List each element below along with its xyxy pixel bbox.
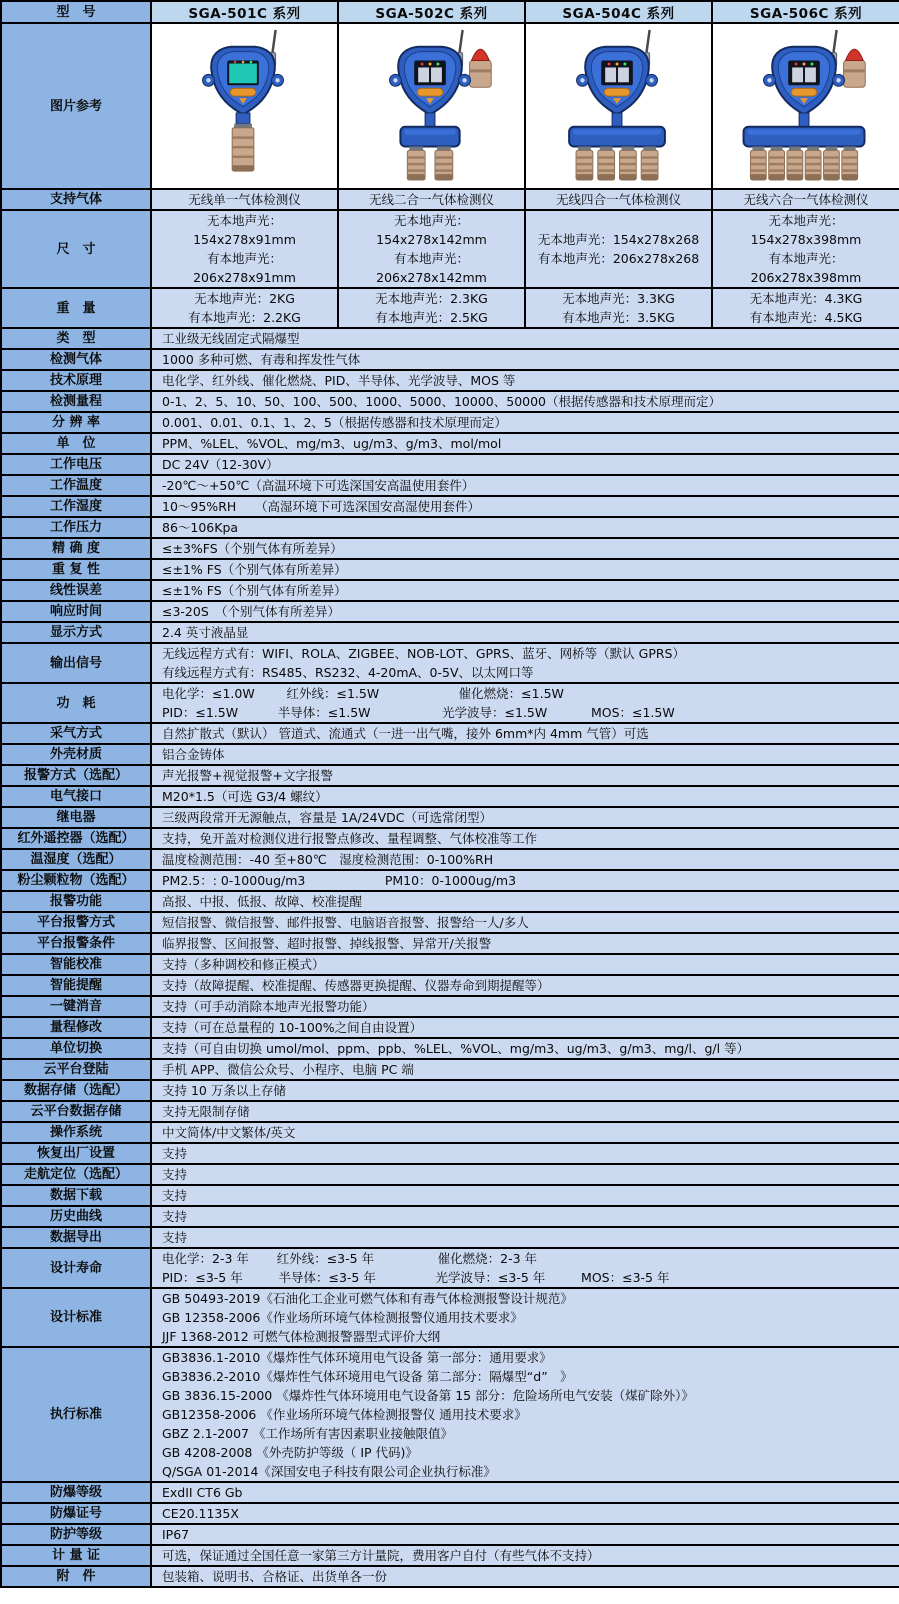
table-row [1, 786, 899, 807]
row-label: 检测气体 [1, 349, 151, 370]
spec-value-line: 电化学、红外线、催化燃烧、PID、半导体、光学波导、MOS 等 [162, 373, 516, 388]
row-label: 智能校准 [1, 954, 151, 975]
spec-value-line: 无本地声光：154x278x91mm [193, 213, 296, 247]
row-label: 数据下载 [1, 1185, 151, 1206]
spec-value-line: 支持（可自由切换 umol/mol、ppm、ppb、%LEL、%VOL、mg/m3、ug/m3、g/m3、mg/l、g/l 等） [162, 1041, 750, 1056]
spec-value [151, 475, 899, 496]
table-row [1, 517, 899, 538]
spec-value [525, 189, 712, 210]
spec-value-line: 自然扩散式（默认） 管道式、流通式（一进一出气嘴，接外 6mm*内 4mm 气管）可选 [162, 726, 649, 741]
spec-value [712, 210, 899, 288]
row-label: 粉尘颗粒物（选配） [1, 870, 151, 891]
table-row [1, 391, 899, 412]
spec-value [151, 1185, 899, 1206]
spec-value [151, 370, 899, 391]
table-row [1, 1038, 899, 1059]
spec-table-body [1, 1, 899, 1587]
spec-value [151, 349, 899, 370]
spec-value [151, 1566, 899, 1587]
row-label: 支持气体 [1, 189, 151, 210]
spec-value-line: 无本地声光：2.3KG [375, 291, 488, 306]
table-row [1, 1482, 899, 1503]
spec-value [151, 954, 899, 975]
row-label: 电气接口 [1, 786, 151, 807]
table-row [1, 1347, 899, 1482]
row-label: 工作温度 [1, 475, 151, 496]
spec-value [151, 1080, 899, 1101]
spec-value [151, 912, 899, 933]
image-row-label: 图片参考 [1, 23, 151, 189]
product-image-sga-506c [716, 25, 896, 183]
product-image-sga-504c [529, 25, 709, 183]
table-row [1, 189, 899, 210]
table-row [1, 996, 899, 1017]
spec-value-line: ≤±3%FS（个别气体有所差异） [162, 541, 343, 556]
table-row [1, 744, 899, 765]
spec-value-line: 10～95%RH （高湿环境下可选深国安高湿使用套件） [162, 499, 481, 514]
spec-value [151, 538, 899, 559]
spec-value [151, 643, 899, 683]
spec-value-line: 短信报警、微信报警、邮件报警、电脑语音报警、报警给一人/多人 [162, 915, 529, 930]
spec-value-line: 有本地声光：206x278x268 [537, 251, 700, 266]
spec-value [151, 328, 899, 349]
row-label: 云平台登陆 [1, 1059, 151, 1080]
spec-value-line: PID：≤1.5W 半导体：≤1.5W 光学波导：≤1.5W MOS：≤1.5W [162, 705, 675, 720]
row-label: 报警方式（选配） [1, 765, 151, 786]
row-label: 操作系统 [1, 1122, 151, 1143]
spec-value-line: 无本地声光：154x278x268 [537, 232, 700, 247]
spec-value-line: 支持 10 万条以上存储 [162, 1083, 286, 1098]
spec-value-line: 2.4 英寸液晶显 [162, 625, 249, 640]
spec-value [151, 1101, 899, 1122]
spec-value [712, 189, 899, 210]
spec-value [151, 1164, 899, 1185]
spec-value [151, 1206, 899, 1227]
table-row [1, 849, 899, 870]
table-row [1, 1566, 899, 1587]
spec-value-line: GB 3836.15-2000 《爆炸性气体环境用电气设备第 15 部分：危险场所电气安装（煤矿除外）》 [162, 1388, 694, 1403]
spec-value-line: 支持（多种调校和修正模式） [162, 957, 325, 972]
spec-value-line: ExdII CT6 Gb [162, 1485, 243, 1500]
spec-value [151, 933, 899, 954]
row-label: 工作湿度 [1, 496, 151, 517]
spec-value [338, 288, 525, 328]
table-row [1, 370, 899, 391]
spec-value [151, 683, 899, 723]
table-row [1, 496, 899, 517]
spec-value-line: GB3836.2-2010《爆炸性气体环境用电气设备 第二部分：隔爆型“d” 》 [162, 1369, 573, 1384]
spec-value [151, 1227, 899, 1248]
row-label: 防爆等级 [1, 1482, 151, 1503]
spec-value [525, 210, 712, 288]
table-row [1, 828, 899, 849]
table-row [1, 1545, 899, 1566]
table-row [1, 807, 899, 828]
row-label: 智能提醒 [1, 975, 151, 996]
spec-value-line: 无线四合一气体检测仪 [555, 192, 681, 207]
spec-value-line: PPM、%LEL、%VOL、mg/m3、ug/m3、g/m3、mol/mol [162, 436, 502, 451]
spec-value [151, 891, 899, 912]
spec-value-line: 无线远程方式有：WIFI、ROLA、ZIGBEE、NOB-LOT、GPRS、蓝牙、网桥等（默认 GPRS） [162, 646, 685, 661]
row-label: 附 件 [1, 1566, 151, 1587]
spec-value [338, 210, 525, 288]
spec-value [151, 744, 899, 765]
spec-value [151, 559, 899, 580]
spec-value [151, 1143, 899, 1164]
model-name-sga-502c: SGA-502C 系列 [338, 1, 525, 23]
spec-value [151, 189, 338, 210]
spec-value-line: GB 12358-2006《作业场所环境气体检测报警仪通用技术要求》 [162, 1310, 523, 1325]
table-row [1, 954, 899, 975]
spec-value-line: GB3836.1-2010《爆炸性气体环境用电气设备 第一部分：通用要求》 [162, 1350, 552, 1365]
row-label: 检测量程 [1, 391, 151, 412]
spec-value [151, 288, 338, 328]
spec-value-line: 支持，免开盖对检测仪进行报警点修改、量程调整、气体校准等工作 [162, 831, 538, 846]
spec-value [151, 786, 899, 807]
model-name-sga-501c: SGA-501C 系列 [151, 1, 338, 23]
spec-value [151, 870, 899, 891]
table-row [1, 1080, 899, 1101]
spec-value-line: 无线六合一气体检测仪 [743, 192, 869, 207]
spec-value [151, 391, 899, 412]
spec-value [151, 1122, 899, 1143]
spec-value-line: 0-1、2、5、10、50、100、500、1000、5000、10000、50000（根据传感器和技术原理而定） [162, 394, 722, 409]
model-header-row [1, 1, 899, 23]
spec-value-line: 无线单一气体检测仪 [188, 192, 301, 207]
product-render [155, 25, 335, 183]
spec-value [151, 496, 899, 517]
spec-value [151, 601, 899, 622]
spec-value [151, 828, 899, 849]
row-label: 执行标准 [1, 1347, 151, 1482]
table-row [1, 622, 899, 643]
table-row [1, 328, 899, 349]
spec-value-line: 有本地声光：2.5KG [375, 310, 488, 325]
row-label: 走航定位（选配） [1, 1164, 151, 1185]
table-row [1, 210, 899, 288]
product-image-cell-1 [151, 23, 338, 189]
product-image-cell-4 [712, 23, 899, 189]
spec-value-line: 无本地声光：4.3KG [749, 291, 863, 306]
table-row [1, 559, 899, 580]
spec-value [151, 1524, 899, 1545]
spec-value-line: 有线远程方式有：RS485、RS232、4-20mA、0-5V、以太网口等 [162, 665, 534, 680]
table-row [1, 1059, 899, 1080]
table-row [1, 475, 899, 496]
spec-value-line: 支持（可手动消除本地声光报警功能） [162, 999, 375, 1014]
spec-value-line: 有本地声光：206x278x142mm [376, 251, 487, 285]
spec-value [151, 1288, 899, 1347]
spec-value [151, 517, 899, 538]
spec-value-line: 工业级无线固定式隔爆型 [162, 331, 300, 346]
row-label: 报警功能 [1, 891, 151, 912]
spec-value [151, 996, 899, 1017]
row-label: 功 耗 [1, 683, 151, 723]
spec-value [151, 723, 899, 744]
row-label: 数据导出 [1, 1227, 151, 1248]
spec-value-line: 无本地声光：3.3KG [562, 291, 675, 306]
spec-value-line: PM2.5：: 0-1000ug/m3 PM10：0-1000ug/m3 [162, 873, 517, 888]
spec-value-line: 有本地声光：206x278x398mm [750, 251, 862, 285]
table-row [1, 1503, 899, 1524]
table-row [1, 433, 899, 454]
spec-value-line: M20*1.5（可选 G3/4 螺纹） [162, 789, 328, 804]
row-label: 恢复出厂设置 [1, 1143, 151, 1164]
spec-value [151, 1503, 899, 1524]
table-row [1, 1227, 899, 1248]
row-label: 重 复 性 [1, 559, 151, 580]
row-label: 数据存储（选配） [1, 1080, 151, 1101]
spec-value-line: 86～106Kpa [162, 520, 239, 535]
row-label: 显示方式 [1, 622, 151, 643]
table-row [1, 975, 899, 996]
spec-value-line: 支持 [162, 1230, 188, 1245]
spec-value-line: ≤±1% FS（个别气体有所差异） [162, 562, 347, 577]
row-label: 分 辨 率 [1, 412, 151, 433]
table-row [1, 601, 899, 622]
spec-value-line: 三级两段常开无源触点，容量是 1A/24VDC（可选常闭型） [162, 810, 492, 825]
spec-value [151, 1248, 899, 1288]
spec-value-line: GBZ 2.1-2007 《工作场所有害因素职业接触限值》 [162, 1426, 453, 1441]
spec-value-line: 支持（故障提醒、校准提醒、传感器更换提醒、仪器寿命到期提醒等） [162, 978, 550, 993]
row-label: 类 型 [1, 328, 151, 349]
spec-value-line: 支持 [162, 1167, 188, 1182]
spec-value-line: 有本地声光：3.5KG [562, 310, 675, 325]
spec-value-line: GB 50493-2019《石油化工企业可燃气体和有毒气体检测报警设计规范》 [162, 1291, 573, 1306]
table-row [1, 912, 899, 933]
spec-value-line: 临界报警、区间报警、超时报警、掉线报警、异常开/关报警 [162, 936, 492, 951]
table-row [1, 683, 899, 723]
row-label: 采气方式 [1, 723, 151, 744]
spec-value [151, 1347, 899, 1482]
row-label: 单位切换 [1, 1038, 151, 1059]
row-label: 设计标准 [1, 1288, 151, 1347]
table-row [1, 643, 899, 683]
spec-value-line: 支持（可在总量程的 10-100%之间自由设置） [162, 1020, 423, 1035]
spec-value-line: 无本地声光：2KG [194, 291, 295, 306]
spec-value-line: 无本地声光：154x278x398mm [750, 213, 862, 247]
spec-value-line: 支持 [162, 1209, 188, 1224]
spec-value [151, 210, 338, 288]
table-row [1, 288, 899, 328]
spec-value [151, 849, 899, 870]
product-render [716, 25, 896, 183]
model-name-sga-506c: SGA-506C 系列 [712, 1, 899, 23]
spec-value [151, 622, 899, 643]
spec-value [151, 807, 899, 828]
spec-value-line: 无本地声光：154x278x142mm [376, 213, 487, 247]
spec-value-line: GB12358-2006 《作业场所环境气体检测报警仪 通用技术要求》 [162, 1407, 527, 1422]
row-label: 单 位 [1, 433, 151, 454]
spec-value [525, 288, 712, 328]
spec-value [338, 189, 525, 210]
row-label: 重 量 [1, 288, 151, 328]
spec-value [151, 1017, 899, 1038]
product-image-sga-501c [155, 25, 335, 183]
spec-value-line: 包装箱、说明书、合格证、出货单各一份 [162, 1569, 388, 1584]
product-image-cell-3 [525, 23, 712, 189]
product-render [529, 25, 709, 183]
row-label: 线性误差 [1, 580, 151, 601]
table-row [1, 538, 899, 559]
model-name-sga-504c: SGA-504C 系列 [525, 1, 712, 23]
spec-value-line: 有本地声光：4.5KG [749, 310, 863, 325]
row-label: 尺 寸 [1, 210, 151, 288]
spec-value-line: ≤3-20S （个别气体有所差异） [162, 604, 341, 619]
table-row [1, 1101, 899, 1122]
table-row [1, 933, 899, 954]
row-label: 平台报警方式 [1, 912, 151, 933]
spec-value-line: JJF 1368-2012 可燃气体检测报警器型式评价大纲 [162, 1329, 441, 1344]
spec-value-line: -20℃～+50℃（高温环境下可选深国安高温使用套件） [162, 478, 475, 493]
row-label: 外壳材质 [1, 744, 151, 765]
table-row [1, 1122, 899, 1143]
image-reference-row [1, 23, 899, 189]
spec-value-line: 声光报警+视觉报警+文字报警 [162, 768, 333, 783]
spec-value-line: 支持 [162, 1188, 188, 1203]
table-row [1, 1248, 899, 1288]
row-label: 技术原理 [1, 370, 151, 391]
row-label: 精 确 度 [1, 538, 151, 559]
spec-value [151, 1038, 899, 1059]
spec-value-line: 支持 [162, 1146, 188, 1161]
table-row [1, 1288, 899, 1347]
spec-value-line: 可选，保证通过全国任意一家第三方计量院，费用客户自付（有些气体不支持） [162, 1548, 600, 1563]
spec-value [151, 1059, 899, 1080]
row-label: 设计寿命 [1, 1248, 151, 1288]
spec-value-line: 温度检测范围：-40 至+80℃ 湿度检测范围：0-100%RH [162, 852, 494, 867]
spec-value-line: 电化学：≤1.0W 红外线：≤1.5W 催化燃烧：≤1.5W [162, 686, 564, 701]
spec-value-line: 支持无限制存储 [162, 1104, 250, 1119]
row-label: 防护等级 [1, 1524, 151, 1545]
model-row-label: 型 号 [1, 1, 151, 23]
table-row [1, 1524, 899, 1545]
spec-value [712, 288, 899, 328]
spec-value-line: ≤±1% FS（个别气体有所差异） [162, 583, 347, 598]
product-render [342, 25, 522, 183]
table-row [1, 412, 899, 433]
row-label: 防爆证号 [1, 1503, 151, 1524]
row-label: 平台报警条件 [1, 933, 151, 954]
table-row [1, 1185, 899, 1206]
table-row [1, 1017, 899, 1038]
spec-value-line: PID：≤3-5 年 半导体：≤3-5 年 光学波导：≤3-5 年 MOS：≤3-5 年 [162, 1270, 670, 1285]
table-row [1, 1164, 899, 1185]
table-row [1, 1206, 899, 1227]
product-image-cell-2 [338, 23, 525, 189]
row-label: 红外遥控器（选配） [1, 828, 151, 849]
spec-value-line: 0.001、0.01、0.1、1、2、5（根据传感器和技术原理而定） [162, 415, 507, 430]
spec-value-line: CE20.1135X [162, 1506, 239, 1521]
row-label: 继电器 [1, 807, 151, 828]
product-image-sga-502c [342, 25, 522, 183]
row-label: 工作电压 [1, 454, 151, 475]
spec-value [151, 454, 899, 475]
row-label: 云平台数据存储 [1, 1101, 151, 1122]
spec-value-line: Q/SGA 01-2014《深国安电子科技有限公司企业执行标准》 [162, 1464, 496, 1479]
spec-value-line: 有本地声光：2.2KG [188, 310, 301, 325]
spec-value [151, 975, 899, 996]
spec-value [151, 1545, 899, 1566]
spec-value-line: 有本地声光：206x278x91mm [193, 251, 296, 285]
table-row [1, 723, 899, 744]
spec-value-line: 电化学：2-3 年 红外线：≤3-5 年 催化燃烧：2-3 年 [162, 1251, 538, 1266]
table-row [1, 454, 899, 475]
table-row [1, 765, 899, 786]
table-row [1, 349, 899, 370]
row-label: 工作压力 [1, 517, 151, 538]
row-label: 响应时间 [1, 601, 151, 622]
spec-value-line: 手机 APP、微信公众号、小程序、电脑 PC 端 [162, 1062, 414, 1077]
spec-value-line: 1000 多种可燃、有毒和挥发性气体 [162, 352, 361, 367]
table-row [1, 870, 899, 891]
row-label: 量程修改 [1, 1017, 151, 1038]
spec-value [151, 433, 899, 454]
table-row [1, 1143, 899, 1164]
row-label: 温湿度（选配） [1, 849, 151, 870]
spec-value-line: 无线二合一气体检测仪 [368, 192, 494, 207]
spec-value-line: 中文简体/中文繁体/英文 [162, 1125, 296, 1140]
spec-value [151, 765, 899, 786]
spec-value-line: IP67 [162, 1527, 190, 1542]
spec-value-line: DC 24V（12-30V） [162, 457, 279, 472]
spec-value [151, 580, 899, 601]
table-row [1, 891, 899, 912]
spec-value-line: GB 4208-2008 《外壳防护等级（ IP 代码)》 [162, 1445, 418, 1460]
table-row [1, 580, 899, 601]
row-label: 计 量 证 [1, 1545, 151, 1566]
row-label: 历史曲线 [1, 1206, 151, 1227]
spec-value-line: 高报、中报、低报、故障、校准提醒 [162, 894, 363, 909]
spec-value-line: 铝合金铸体 [162, 747, 225, 762]
spec-value [151, 412, 899, 433]
spec-value [151, 1482, 899, 1503]
row-label: 输出信号 [1, 643, 151, 683]
row-label: 一键消音 [1, 996, 151, 1017]
